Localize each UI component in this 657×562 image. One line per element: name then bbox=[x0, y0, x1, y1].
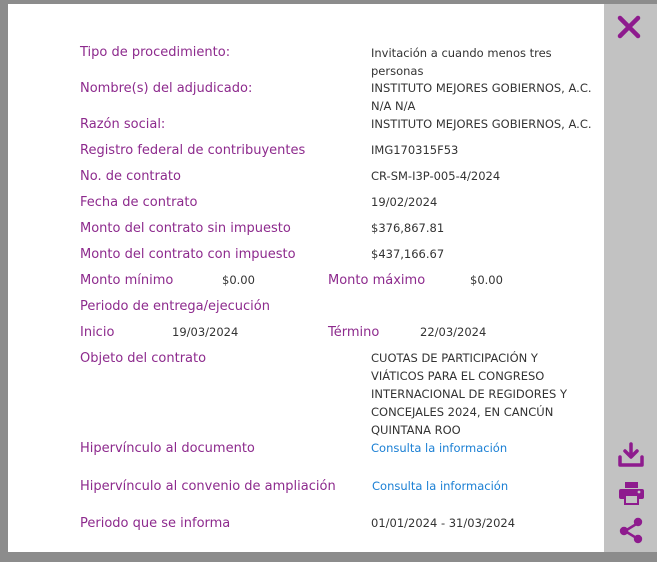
action-rail bbox=[604, 4, 657, 552]
hiper-doc-link[interactable]: Consulta la información bbox=[371, 441, 508, 455]
minimo-label: Monto mínimo bbox=[80, 273, 174, 288]
con-impuesto-value: $437,166.67 bbox=[371, 247, 445, 261]
close-icon[interactable] bbox=[616, 14, 642, 40]
fecha-value: 19/02/2024 bbox=[371, 195, 438, 209]
objeto-value: CUOTAS DE PARTICIPACIÓN Y VIÁTICOS PARA EL CONGRESO INTERNACIONAL DE REGIDORES Y CONCEJALES 2024, EN CANCÚN QUINTANA ROO bbox=[371, 351, 568, 437]
rfc-value: IMG170315F53 bbox=[371, 143, 459, 157]
hiper-conv-link[interactable]: Consulta la información bbox=[372, 479, 509, 493]
periodo-informa-value: 01/01/2024 - 31/03/2024 bbox=[371, 516, 516, 530]
hiper-conv-label: Hipervínculo al convenio de ampliación bbox=[80, 479, 336, 494]
hiper-doc-label: Hipervínculo al documento bbox=[80, 441, 255, 456]
con-impuesto-label: Monto del contrato con impuesto bbox=[80, 247, 296, 262]
periodo-entrega-label: Periodo de entrega/ejecución bbox=[80, 299, 270, 314]
maximo-label: Monto máximo bbox=[328, 273, 426, 288]
rfc-label: Registro federal de contribuyentes bbox=[80, 143, 306, 158]
sin-impuesto-label: Monto del contrato sin impuesto bbox=[80, 221, 291, 236]
razon-value: INSTITUTO MEJORES GOBIERNOS, A.C. bbox=[371, 117, 592, 131]
contrato-label: No. de contrato bbox=[80, 169, 181, 184]
share-icon[interactable] bbox=[619, 517, 644, 544]
termino-value: 22/03/2024 bbox=[420, 325, 487, 339]
maximo-value: $0.00 bbox=[470, 273, 503, 287]
tipo-value: Invitación a cuando menos tres personas bbox=[371, 46, 552, 78]
inicio-value: 19/03/2024 bbox=[172, 325, 239, 339]
print-icon[interactable] bbox=[618, 481, 645, 506]
termino-label: Término bbox=[328, 325, 380, 340]
inicio-label: Inicio bbox=[80, 325, 115, 340]
nombre-label: Nombre(s) del adjudicado: bbox=[80, 81, 253, 96]
fecha-label: Fecha de contrato bbox=[80, 195, 198, 210]
minimo-value: $0.00 bbox=[222, 273, 255, 287]
razon-label: Razón social: bbox=[80, 117, 166, 132]
nombre-value-2: N/A N/A bbox=[371, 99, 416, 113]
nombre-value: INSTITUTO MEJORES GOBIERNOS, A.C. bbox=[371, 81, 592, 95]
sin-impuesto-value: $376,867.81 bbox=[371, 221, 445, 235]
tipo-label: Tipo de procedimiento: bbox=[80, 45, 231, 60]
download-icon[interactable] bbox=[617, 442, 645, 468]
contrato-value: CR-SM-I3P-005-4/2024 bbox=[371, 169, 501, 183]
objeto-label: Objeto del contrato bbox=[80, 351, 207, 366]
periodo-informa-label: Periodo que se informa bbox=[80, 516, 231, 531]
